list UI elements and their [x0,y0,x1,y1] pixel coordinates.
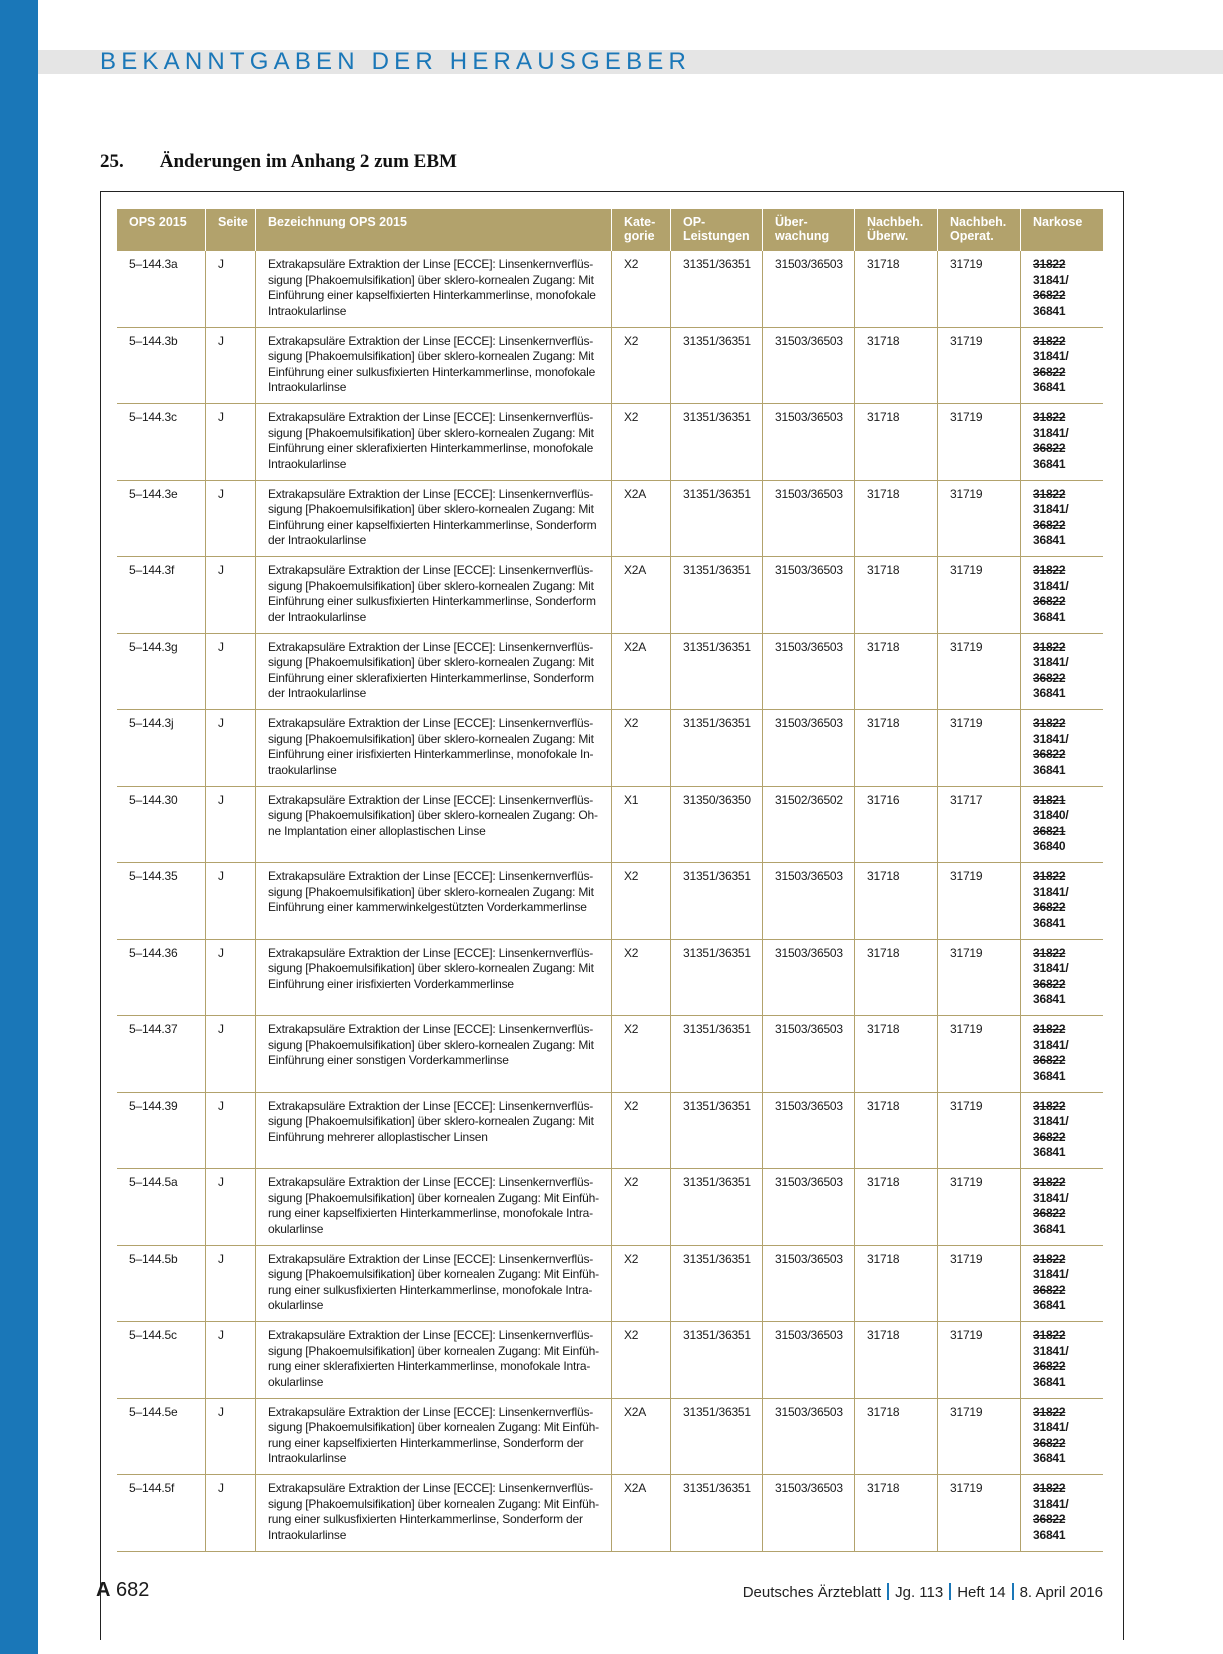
narkose-old-code: 36822 [1033,1053,1066,1067]
table-row [117,251,1103,328]
cell-bezeichnung: Extrakapsuläre Extraktion der Linse [ECCE]: Linsenkernverflüs- sigung [Phakoemulsifikation] über sklero-kornealen Zugang: Mit Einführung einer kapselfixierten Hinterkammerlinse, Sonderform der Intraokularlinse [255,481,611,557]
cell-op-leistungen: 31351/36351 [670,1169,762,1245]
narkose-new-code: 36841 [1033,380,1066,394]
table-row [117,1016,1103,1093]
narkose-new-code: 31841/ [1033,731,1069,746]
separator [949,1583,951,1600]
cell-kategorie: X2 [611,1246,670,1322]
table-row [117,1399,1103,1476]
table-row [117,863,1103,940]
cell-nachbeh-ueberw: 31718 [854,634,937,710]
cell-nachbeh-operat: 31719 [937,634,1020,710]
cell-nachbeh-ueberw: 31718 [854,251,937,327]
cell-kategorie: X1 [611,787,670,863]
cell-ops: 5–144.36 [129,945,178,960]
table-row [117,557,1103,634]
cell-nachbeh-operat: 31719 [937,1475,1020,1551]
section-title: Änderungen im Anhang 2 zum EBM [159,151,457,172]
cell-narkose [1020,481,1103,557]
cell-ops: 5–144.5c [129,1328,177,1342]
cell-op-leistungen: 31351/36351 [670,328,762,404]
cell-bezeichnung: Extrakapsuläre Extraktion der Linse [ECCE]: Linsenkernverflüs- sigung [Phakoemulsifikation] über sklero-kornealen Zugang: Mit Einführung einer sonstigen Vorderkammerlinse [255,1016,611,1092]
table-row [117,328,1103,405]
cell-op-leistungen: 31351/36351 [670,1399,762,1475]
cell-narkose [1020,1322,1103,1398]
narkose-old-code: 31822 [1033,639,1066,654]
cell-nachbeh-ueberw: 31718 [854,1399,937,1475]
cell-ueberwachung: 31503/36503 [762,940,854,1016]
separator [887,1583,889,1600]
cell-seite: J [205,404,255,480]
ebm-table [117,209,1103,1552]
cell-ops: 5–144.37 [129,1022,178,1036]
cell-ops: 5–144.5b [129,1251,178,1266]
cell-narkose [1020,1093,1103,1169]
column-header-nachbeh-ueberw: Nachbeh. Überw. [854,209,937,251]
narkose-new-code: 31841/ [1033,884,1069,899]
cell-narkose [1020,1169,1103,1245]
narkose-old-code: 36822 [1033,288,1066,302]
narkose-old-code: 31822 [1033,563,1066,577]
narkose-old-code: 31822 [1033,410,1066,424]
cell-narkose [1020,328,1103,404]
narkose-old-code: 36822 [1033,1435,1066,1450]
journal-reference [743,1583,1103,1601]
cell-nachbeh-operat: 31719 [937,481,1020,557]
cell-op-leistungen: 31351/36351 [670,557,762,633]
cell-narkose [1020,787,1103,863]
cell-bezeichnung: Extrakapsuläre Extraktion der Linse [ECCE]: Linsenkernverflüs- sigung [Phakoemulsifikation] über sklero-kornealen Zugang: Mit Einführung einer sklerafixierten Hinterkammerlinse, Sonderform der Intraokularlinse [255,634,611,710]
page-number [96,1579,149,1602]
cell-kategorie: X2 [611,940,670,1016]
cell-kategorie: X2 [611,1093,670,1169]
cell-nachbeh-operat: 31719 [937,1246,1020,1322]
cell-ueberwachung: 31503/36503 [762,481,854,557]
narkose-new-code: 36841 [1033,1527,1066,1542]
cell-ueberwachung: 31503/36503 [762,1399,854,1475]
cell-ueberwachung: 31503/36503 [762,251,854,327]
narkose-new-code: 36841 [1033,915,1066,930]
cell-nachbeh-ueberw: 31718 [854,1322,937,1398]
cell-nachbeh-ueberw: 31718 [854,1016,937,1092]
cell-seite: J [205,1399,255,1475]
narkose-new-code: 31841/ [1033,349,1069,363]
table-row [117,404,1103,481]
cell-seite: J [205,710,255,786]
section-number: 25. [100,151,124,172]
narkose-old-code: 36822 [1033,900,1066,914]
cell-seite: J [205,940,255,1016]
narkose-old-code: 36822 [1033,594,1066,608]
narkose-new-code: 36841 [1033,762,1066,777]
narkose-new-code: 31841/ [1033,272,1069,287]
cell-seite: J [205,328,255,404]
journal-volume: Jg. 113 [895,1584,944,1601]
column-header-op-leistungen: OP- Leistungen [670,209,762,251]
narkose-new-code: 36841 [1033,456,1066,471]
narkose-old-code: 36822 [1033,1129,1066,1144]
cell-ops: 5–144.30 [129,792,178,807]
narkose-old-code: 36822 [1033,1512,1066,1526]
cell-bezeichnung: Extrakapsuläre Extraktion der Linse [ECCE]: Linsenkernverflüs- sigung [Phakoemulsifikation] über sklero-kornealen Zugang: Mit Einführung einer irisfixierten Hinterkammerlinse, monofokale In- traokularlinse [255,710,611,786]
cell-bezeichnung: Extrakapsuläre Extraktion der Linse [ECCE]: Linsenkernverflüs- sigung [Phakoemulsifikation] über sklero-kornealen Zugang: Mit Einführung mehrerer alloplastischer Linsen [255,1093,611,1169]
cell-narkose [1020,940,1103,1016]
cell-bezeichnung: Extrakapsuläre Extraktion der Linse [ECCE]: Linsenkernverflüs- sigung [Phakoemulsifikation] über sklero-kornealen Zugang: Mit Einführung einer sulkusfixierten Hinterkammerlinse, Sonderform der Intraokularlinse [255,557,611,633]
cell-ops: 5–144.3g [129,639,178,654]
cell-ops: 5–144.3e [129,486,178,501]
page-number-value: 682 [116,1579,150,1601]
cell-nachbeh-operat: 31719 [937,1016,1020,1092]
section-heading [100,151,457,173]
narkose-old-code: 36822 [1033,1282,1066,1297]
cell-seite: J [205,1169,255,1245]
cell-kategorie: X2A [611,481,670,557]
cell-kategorie: X2 [611,1016,670,1092]
cell-bezeichnung: Extrakapsuläre Extraktion der Linse [ECCE]: Linsenkernverflüs- sigung [Phakoemulsifikation] über sklero-kornealen Zugang: Mit Einführung einer kammerwinkelgestützten Vorderkammerlinse [255,863,611,939]
cell-op-leistungen: 31351/36351 [670,863,762,939]
column-header-kategorie: Kate- gorie [611,209,670,251]
narkose-new-code: 36841 [1033,992,1066,1006]
cell-narkose [1020,634,1103,710]
journal-name: Deutsches Ärzteblatt [742,1584,882,1601]
cell-bezeichnung: Extrakapsuläre Extraktion der Linse [ECCE]: Linsenkernverflüs- sigung [Phakoemulsifikation] über kornealen Zugang: Mit Einfüh- rung einer kapselfixierten Hinterkammerlinse, Sonderform der Intraokularlinse [255,1399,611,1475]
cell-nachbeh-operat: 31717 [937,787,1020,863]
column-header-nachbeh-operat: Nachbeh. Operat. [937,209,1020,251]
narkose-new-code: 31841/ [1033,425,1069,440]
narkose-new-code: 31841/ [1033,1114,1069,1128]
narkose-old-code: 31822 [1033,1251,1066,1266]
cell-bezeichnung: Extrakapsuläre Extraktion der Linse [ECCE]: Linsenkernverflüs- sigung [Phakoemulsifikation] über sklero-kornealen Zugang: Mit Einführung einer sklerafixierten Hinterkammerlinse, monofokale Intraokularlinse [255,404,611,480]
cell-nachbeh-ueberw: 31718 [854,1093,937,1169]
cell-seite: J [205,481,255,557]
narkose-new-code: 36841 [1033,1068,1066,1083]
cell-nachbeh-ueberw: 31718 [854,1475,937,1551]
cell-op-leistungen: 31351/36351 [670,634,762,710]
cell-kategorie: X2A [611,557,670,633]
cell-op-leistungen: 31351/36351 [670,481,762,557]
column-header-ops: OPS 2015 [129,215,187,229]
cell-ueberwachung: 31503/36503 [762,557,854,633]
narkose-old-code: 31822 [1033,1175,1066,1189]
narkose-old-code: 36822 [1033,976,1066,991]
cell-bezeichnung: Extrakapsuläre Extraktion der Linse [ECCE]: Linsenkernverflüs- sigung [Phakoemulsifikation] über sklero-kornealen Zugang: Mit Einführung einer sulkusfixierten Hinterkammerlinse, monofokale Intraokularlinse [255,328,611,404]
narkose-new-code: 31841/ [1033,1496,1069,1511]
narkose-old-code: 31822 [1033,945,1066,960]
cell-op-leistungen: 31350/36350 [670,787,762,863]
cell-bezeichnung: Extrakapsuläre Extraktion der Linse [ECCE]: Linsenkernverflüs- sigung [Phakoemulsifikation] über kornealen Zugang: Mit Einfüh- rung einer sklerafixierten Hinterkammerlinse, monofokale Intra- okularlinse [255,1322,611,1398]
cell-ops: 5–144.39 [129,1098,178,1113]
cell-seite: J [205,1093,255,1169]
cell-ops: 5–144.5e [129,1404,178,1419]
narkose-new-code: 31841/ [1033,1267,1069,1281]
table-row [117,1475,1103,1552]
cell-seite: J [205,863,255,939]
table-row [117,481,1103,558]
narkose-old-code: 31822 [1033,1328,1066,1342]
narkose-old-code: 36822 [1033,747,1066,761]
cell-ueberwachung: 31503/36503 [762,1169,854,1245]
narkose-new-code: 36841 [1033,1221,1066,1236]
narkose-old-code: 36822 [1033,441,1066,455]
cell-ueberwachung: 31503/36503 [762,710,854,786]
column-header-bezeichnung: Bezeichnung OPS 2015 [255,209,611,251]
left-accent-bar [0,0,38,1654]
cell-bezeichnung: Extrakapsuläre Extraktion der Linse [ECCE]: Linsenkernverflüs- sigung [Phakoemulsifikation] über kornealen Zugang: Mit Einfüh- rung einer sulkusfixierten Hinterkammerlinse, Sonderform der Intraokularlinse [255,1475,611,1551]
cell-nachbeh-ueberw: 31718 [854,328,937,404]
narkose-old-code: 31822 [1033,1022,1066,1036]
cell-seite: J [205,557,255,633]
cell-seite: J [205,634,255,710]
cell-nachbeh-ueberw: 31718 [854,557,937,633]
cell-op-leistungen: 31351/36351 [670,251,762,327]
table-body [117,251,1103,1552]
cell-narkose [1020,710,1103,786]
narkose-old-code: 31821 [1033,792,1066,807]
cell-nachbeh-ueberw: 31718 [854,481,937,557]
table-row [117,710,1103,787]
cell-kategorie: X2A [611,634,670,710]
narkose-new-code: 31840/ [1033,808,1069,822]
journal-date: 8. April 2016 [1019,1584,1103,1601]
narkose-old-code: 36821 [1033,823,1066,838]
narkose-old-code: 31822 [1033,333,1066,348]
column-header-narkose: Narkose [1020,209,1103,251]
narkose-old-code: 36822 [1033,670,1066,685]
narkose-old-code: 31822 [1033,257,1066,271]
narkose-old-code: 31822 [1033,486,1066,501]
cell-ueberwachung: 31503/36503 [762,1016,854,1092]
cell-op-leistungen: 31351/36351 [670,940,762,1016]
narkose-new-code: 36840 [1033,839,1066,853]
narkose-new-code: 36841 [1033,1451,1066,1465]
cell-nachbeh-ueberw: 31718 [854,1169,937,1245]
column-header-ueberwachung: Über- wachung [762,209,854,251]
narkose-new-code: 36841 [1033,609,1066,624]
table-row [117,940,1103,1017]
narkose-new-code: 31841/ [1033,655,1069,669]
cell-ops: 5–144.35 [129,869,178,883]
cell-ops: 5–144.3c [129,410,177,424]
table-row [117,1322,1103,1399]
cell-nachbeh-operat: 31719 [937,1322,1020,1398]
cell-nachbeh-operat: 31719 [937,251,1020,327]
cell-ueberwachung: 31503/36503 [762,863,854,939]
cell-seite: J [205,787,255,863]
cell-nachbeh-operat: 31719 [937,940,1020,1016]
cell-seite: J [205,1475,255,1551]
cell-ueberwachung: 31503/36503 [762,328,854,404]
cell-kategorie: X2 [611,251,670,327]
narkose-old-code: 36822 [1033,517,1066,532]
cell-kategorie: X2 [611,404,670,480]
cell-narkose [1020,1475,1103,1551]
narkose-old-code: 31822 [1033,716,1066,730]
cell-narkose [1020,1399,1103,1475]
narkose-new-code: 31841/ [1033,961,1069,975]
cell-ueberwachung: 31503/36503 [762,404,854,480]
cell-kategorie: X2 [611,863,670,939]
narkose-new-code: 36841 [1033,1298,1066,1312]
cell-ops: 5–144.5a [129,1175,178,1189]
cell-nachbeh-operat: 31719 [937,863,1020,939]
cell-narkose [1020,863,1103,939]
cell-nachbeh-ueberw: 31718 [854,404,937,480]
cell-bezeichnung: Extrakapsuläre Extraktion der Linse [ECCE]: Linsenkernverflüs- sigung [Phakoemulsifikation] über sklero-kornealen Zugang: Mit Einführung einer kapselfixierten Hinterkammerlinse, monofokale Intraokularlinse [255,251,611,327]
narkose-new-code: 36841 [1033,686,1066,700]
table-row [117,787,1103,864]
cell-nachbeh-ueberw: 31718 [854,940,937,1016]
cell-nachbeh-operat: 31719 [937,404,1020,480]
cell-ops: 5–144.3a [129,257,178,271]
cell-ops: 5–144.3f [129,563,175,577]
cell-ops: 5–144.3b [129,333,178,348]
table-row [117,1246,1103,1323]
narkose-new-code: 31841/ [1033,1190,1069,1205]
cell-bezeichnung: Extrakapsuläre Extraktion der Linse [ECCE]: Linsenkernverflüs- sigung [Phakoemulsifikation] über sklero-kornealen Zugang: Mit Einführung einer irisfixierten Vorderkammerlinse [255,940,611,1016]
narkose-old-code: 31822 [1033,1098,1066,1113]
narkose-new-code: 31841/ [1033,1420,1069,1434]
narkose-new-code: 36841 [1033,533,1066,547]
cell-ueberwachung: 31503/36503 [762,1475,854,1551]
narkose-old-code: 31822 [1033,1404,1066,1419]
table-header-row [117,209,1103,251]
cell-kategorie: X2 [611,710,670,786]
cell-nachbeh-operat: 31719 [937,328,1020,404]
separator [1012,1583,1014,1600]
cell-narkose [1020,251,1103,327]
page-prefix: A [96,1579,111,1601]
narkose-new-code: 36841 [1033,1145,1066,1159]
cell-narkose [1020,1246,1103,1322]
cell-ueberwachung: 31503/36503 [762,1322,854,1398]
cell-kategorie: X2A [611,1399,670,1475]
column-header-seite: Seite [205,209,255,251]
journal-issue: Heft 14 [957,1584,1006,1601]
cell-seite: J [205,1322,255,1398]
cell-ueberwachung: 31502/36502 [762,787,854,863]
table-row [117,1169,1103,1246]
narkose-old-code: 36822 [1033,1206,1066,1220]
narkose-old-code: 31822 [1033,869,1066,883]
narkose-new-code: 31841/ [1033,502,1069,516]
cell-kategorie: X2 [611,1169,670,1245]
cell-op-leistungen: 31351/36351 [670,710,762,786]
cell-seite: J [205,1016,255,1092]
narkose-new-code: 31841/ [1033,578,1069,593]
cell-nachbeh-ueberw: 31718 [854,710,937,786]
cell-op-leistungen: 31351/36351 [670,1322,762,1398]
cell-bezeichnung: Extrakapsuläre Extraktion der Linse [ECCE]: Linsenkernverflüs- sigung [Phakoemulsifikation] über sklero-kornealen Zugang: Oh- ne Implantation einer alloplastischen Linse [255,787,611,863]
cell-nachbeh-operat: 31719 [937,1169,1020,1245]
narkose-new-code: 36841 [1033,303,1066,318]
cell-kategorie: X2 [611,328,670,404]
narkose-old-code: 36822 [1033,1359,1066,1373]
cell-kategorie: X2 [611,1322,670,1398]
cell-nachbeh-operat: 31719 [937,1093,1020,1169]
cell-narkose [1020,1016,1103,1092]
narkose-new-code: 36841 [1033,1374,1066,1389]
table-row [117,1093,1103,1170]
narkose-old-code: 31822 [1033,1481,1066,1495]
cell-narkose [1020,557,1103,633]
cell-bezeichnung: Extrakapsuläre Extraktion der Linse [ECCE]: Linsenkernverflüs- sigung [Phakoemulsifikation] über kornealen Zugang: Mit Einfüh- rung einer sulkusfixierten Hinterkammerlinse, monofokale Intra- okularlinse [255,1246,611,1322]
cell-op-leistungen: 31351/36351 [670,1093,762,1169]
narkose-old-code: 36822 [1033,364,1066,379]
cell-ueberwachung: 31503/36503 [762,1246,854,1322]
cell-op-leistungen: 31351/36351 [670,1016,762,1092]
cell-kategorie: X2A [611,1475,670,1551]
cell-nachbeh-operat: 31719 [937,710,1020,786]
cell-ueberwachung: 31503/36503 [762,634,854,710]
cell-nachbeh-ueberw: 31718 [854,863,937,939]
cell-op-leistungen: 31351/36351 [670,1475,762,1551]
cell-ueberwachung: 31503/36503 [762,1093,854,1169]
cell-bezeichnung: Extrakapsuläre Extraktion der Linse [ECCE]: Linsenkernverflüs- sigung [Phakoemulsifikation] über kornealen Zugang: Mit Einfüh- rung einer kapselfixierten Hinterkammerlinse, monofokale Intra- okularlinse [255,1169,611,1245]
cell-ops: 5–144.5f [129,1481,175,1495]
cell-ops: 5–144.3j [129,716,174,730]
narkose-new-code: 31841/ [1033,1343,1069,1358]
cell-narkose [1020,404,1103,480]
table-row [117,634,1103,711]
cell-nachbeh-ueberw: 31716 [854,787,937,863]
cell-op-leistungen: 31351/36351 [670,404,762,480]
cell-nachbeh-operat: 31719 [937,1399,1020,1475]
narkose-new-code: 31841/ [1033,1037,1069,1052]
cell-seite: J [205,1246,255,1322]
page-header-title: BEKANNTGABEN DER HERAUSGEBER [100,48,692,75]
cell-op-leistungen: 31351/36351 [670,1246,762,1322]
cell-nachbeh-ueberw: 31718 [854,1246,937,1322]
cell-nachbeh-operat: 31719 [937,557,1020,633]
cell-seite: J [205,251,255,327]
